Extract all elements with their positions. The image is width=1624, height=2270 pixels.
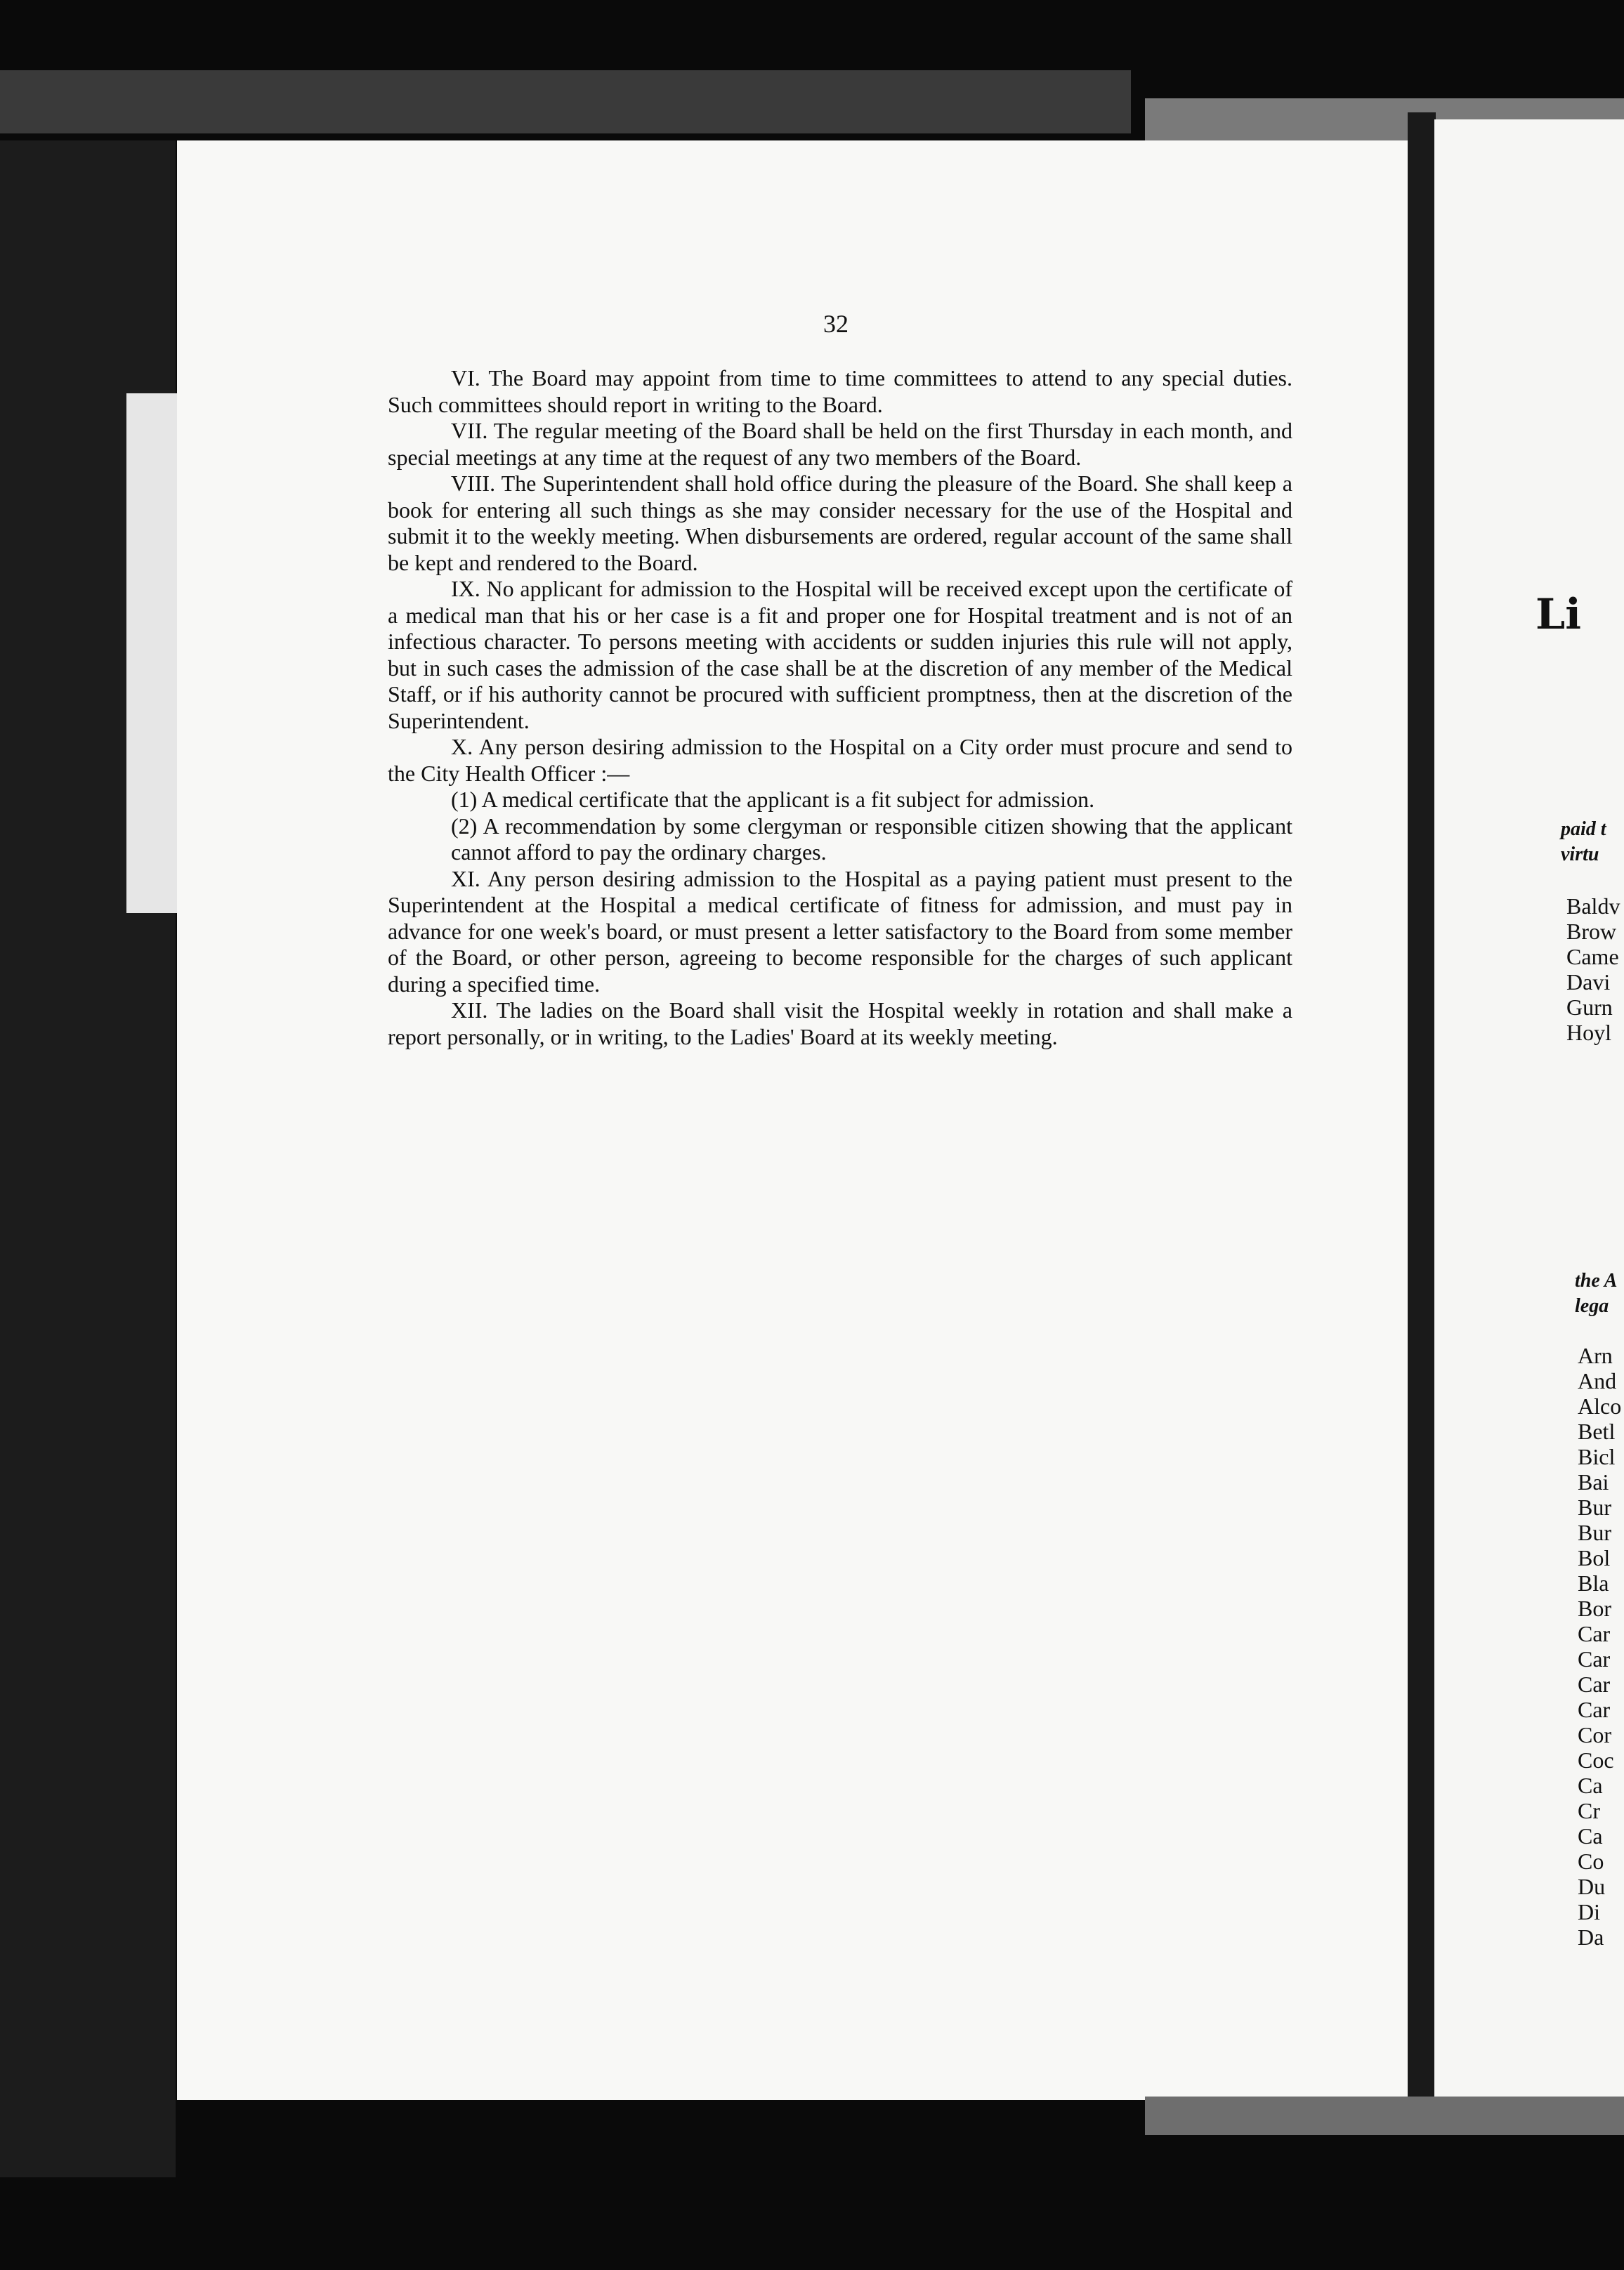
list-item: Davi xyxy=(1566,969,1611,995)
list-item: Bur xyxy=(1578,1520,1611,1545)
right-italic-block-2 xyxy=(1575,1268,1617,1319)
paragraph-xii: XII. The ladies on the Board shall visit the Hospital weekly in rotation and shall make a report personally, or in writing, to the Ladies' Board at its weekly meeting. xyxy=(388,997,1292,1049)
paragraph-x: X. Any person desiring admission to the Hospital on a City order must procure and send to the City Health Officer :— xyxy=(388,734,1292,786)
list-item: Bla xyxy=(1578,1570,1609,1596)
book-gutter xyxy=(1408,112,1436,2114)
paragraph-viii: VIII. The Superintendent shall hold office during the pleasure of the Board. She shall keep a book for entering all such things as she may consider necessary for the use of the Hospital and submit it to the weekly meeting. When disbursements are ordered, regular account of the same shall be kept and rendered to the Board. xyxy=(388,471,1292,575)
list-item: Bur xyxy=(1578,1495,1611,1520)
right-names-list-2 xyxy=(1578,1343,1621,1950)
list-item-2: (2) A recommendation by some clergyman or responsible citizen showing that the applicant cannot afford to pay the ordinary charges. xyxy=(451,813,1292,865)
list-item: Bol xyxy=(1578,1545,1611,1570)
list-item: Da xyxy=(1578,1924,1604,1950)
right-page-heading: Li xyxy=(1535,590,1581,639)
list-item: Brow xyxy=(1566,919,1617,944)
list-item: Gurn xyxy=(1566,995,1613,1020)
list-item: Alco xyxy=(1578,1393,1622,1419)
list-item: Betl xyxy=(1578,1419,1616,1444)
list-item-1: (1) A medical certificate that the applicant is a fit subject for admission. xyxy=(451,787,1095,812)
list-item: Di xyxy=(1578,1899,1600,1924)
list-item: Bor xyxy=(1578,1596,1611,1621)
list-item: Bai xyxy=(1578,1469,1609,1495)
list-item: Co xyxy=(1578,1849,1604,1874)
list-item: Came xyxy=(1566,944,1619,969)
page-edge-strip xyxy=(126,393,183,913)
list-item: Car xyxy=(1578,1621,1611,1646)
page-number: 32 xyxy=(823,310,849,338)
italic-line: lega xyxy=(1575,1295,1609,1317)
italic-line: virtu xyxy=(1561,844,1599,865)
list-item: Baldv xyxy=(1566,893,1620,919)
list-item: Car xyxy=(1578,1697,1611,1722)
list-item: Coc xyxy=(1578,1747,1614,1773)
list-item: Ca xyxy=(1578,1773,1603,1798)
scan-border-top xyxy=(0,70,1131,133)
right-names-list-1 xyxy=(1566,893,1620,1045)
right-italic-block-1 xyxy=(1561,817,1606,867)
paragraph-vi: VI. The Board may appoint from time to time committees to attend to any special duties. Such committees should report in writing to the Board. xyxy=(388,365,1292,417)
italic-line: the A xyxy=(1575,1270,1618,1292)
list-item: Cor xyxy=(1578,1722,1611,1747)
list-item: And xyxy=(1578,1368,1617,1393)
list-item: Cr xyxy=(1578,1798,1600,1823)
list-item: Car xyxy=(1578,1672,1611,1697)
paragraph-xi: XI. Any person desiring admission to the Hospital as a paying patient must present to the Superintendent at the Hospital a medical certificate of fitness for admission, and must pay in advance for one week's board, or must present a letter satisfactory to the Board from some member of the Board, or other person, agreeing to become responsible for the charges of such applicant during a specified time. xyxy=(388,865,1292,997)
italic-line: paid t xyxy=(1561,818,1606,840)
paragraph-ix: IX. No applicant for admission to the Hospital will be received except upon the certificate of a medical man that his or her case is a fit and proper one for Hospital treatment and is not of an infectious character. To persons meeting with accidents or sudden injuries this rule will not apply, but in such cases the admission of the case shall be at the discretion of any member of the Medical Staff, or if his authority cannot be procured with sufficient promptness, then at the discretion of the Superintendent. xyxy=(388,576,1292,733)
rules-text xyxy=(388,365,1292,1050)
list-item: Ca xyxy=(1578,1823,1603,1849)
list-item: Bicl xyxy=(1578,1444,1616,1469)
list-item: Hoyl xyxy=(1566,1020,1611,1045)
scan-border-bottom xyxy=(1145,2097,1624,2135)
paragraph-vii: VII. The regular meeting of the Board shall be held on the first Thursday in each month, and special meetings at any time at the request of any two members of the Board. xyxy=(388,418,1292,470)
list-item: Du xyxy=(1578,1874,1606,1899)
list-item: Car xyxy=(1578,1646,1611,1672)
list-item: Arn xyxy=(1578,1343,1613,1368)
